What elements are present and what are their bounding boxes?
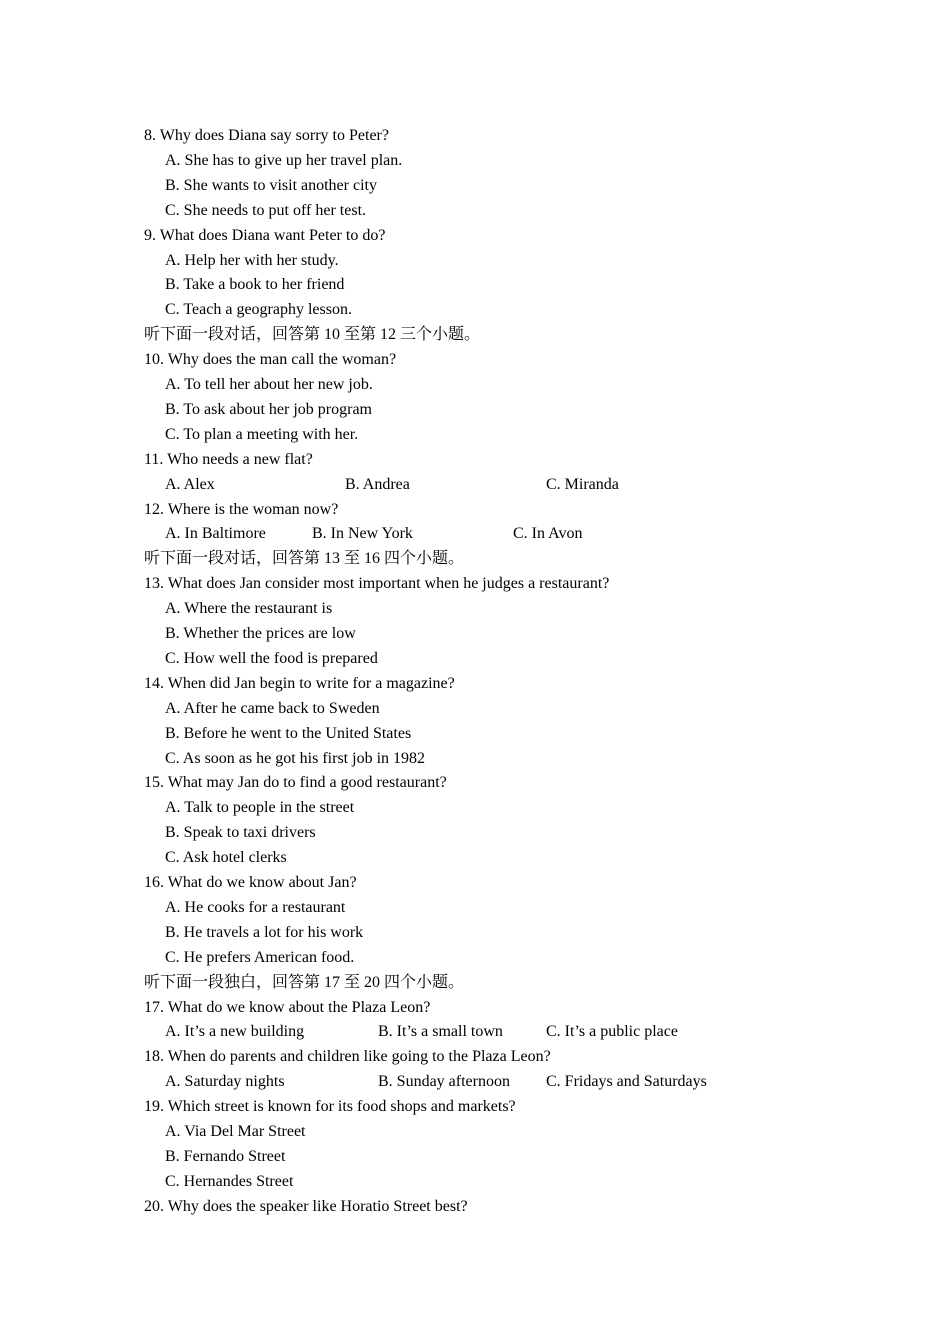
question-text: 11. Who needs a new flat?: [144, 451, 313, 468]
answer-option: B. She wants to visit another city: [165, 177, 377, 194]
answer-option: A. Help her with her study.: [165, 252, 339, 269]
answer-option: A. Saturday nights: [165, 1073, 285, 1090]
section-instruction: 听下面一段对话，回答第 10 至第 12 三个小题。: [144, 326, 481, 343]
answer-option: A. Via Del Mar Street: [165, 1123, 306, 1140]
answer-option: A. After he came back to Sweden: [165, 700, 380, 717]
answer-option: C. He prefers American food.: [165, 949, 355, 966]
answer-option: B. Before he went to the United States: [165, 725, 412, 742]
answer-option: B. Fernando Street: [165, 1148, 286, 1165]
answer-option: A. He cooks for a restaurant: [165, 899, 346, 916]
answer-option: C. Miranda: [546, 476, 619, 493]
answer-option: A. Alex: [165, 476, 215, 493]
answer-option: B. It’s a small town: [378, 1023, 503, 1040]
answer-option: C. How well the food is prepared: [165, 650, 378, 667]
question-text: 17. What do we know about the Plaza Leon?: [144, 999, 431, 1016]
answer-option: C. Hernandes Street: [165, 1173, 294, 1190]
answer-option: B. Andrea: [345, 476, 410, 493]
answer-option: C. As soon as he got his first job in 1982: [165, 750, 426, 767]
answer-option: C. To plan a meeting with her.: [165, 426, 359, 443]
answer-option: A. In Baltimore: [165, 525, 266, 542]
question-text: 15. What may Jan do to find a good restaurant?: [144, 774, 447, 791]
answer-option: B. Take a book to her friend: [165, 276, 345, 293]
section-instruction: 听下面一段独白，回答第 17 至 20 四个小题。: [144, 974, 465, 991]
answer-option: C. She needs to put off her test.: [165, 202, 367, 219]
answer-option: A. It’s a new building: [165, 1023, 305, 1040]
answer-option: A. Talk to people in the street: [165, 799, 355, 816]
answer-option: C. In Avon: [513, 525, 583, 542]
answer-option: C. Fridays and Saturdays: [546, 1073, 707, 1090]
answer-option: C. It’s a public place: [546, 1023, 678, 1040]
question-text: 16. What do we know about Jan?: [144, 874, 357, 891]
answer-option: B. Speak to taxi drivers: [165, 824, 316, 841]
answer-option: B. Sunday afternoon: [378, 1073, 510, 1090]
question-text: 18. When do parents and children like going to the Plaza Leon?: [144, 1048, 551, 1065]
question-text: 12. Where is the woman now?: [144, 501, 339, 518]
answer-option: B. In New York: [312, 525, 413, 542]
question-text: 9. What does Diana want Peter to do?: [144, 227, 386, 244]
answer-option: B. He travels a lot for his work: [165, 924, 364, 941]
question-text: 8. Why does Diana say sorry to Peter?: [144, 127, 389, 144]
answer-option: C. Ask hotel clerks: [165, 849, 287, 866]
answer-option: B. To ask about her job program: [165, 401, 372, 418]
answer-option: B. Whether the prices are low: [165, 625, 356, 642]
section-instruction: 听下面一段对话，回答第 13 至 16 四个小题。: [144, 550, 465, 567]
question-text: 20. Why does the speaker like Horatio Street best?: [144, 1198, 468, 1215]
answer-option: A. To tell her about her new job.: [165, 376, 373, 393]
question-text: 13. What does Jan consider most important when he judges a restaurant?: [144, 575, 610, 592]
answer-option: C. Teach a geography lesson.: [165, 301, 352, 318]
answer-option: A. She has to give up her travel plan.: [165, 152, 403, 169]
question-text: 14. When did Jan begin to write for a magazine?: [144, 675, 455, 692]
question-text: 10. Why does the man call the woman?: [144, 351, 397, 368]
question-text: 19. Which street is known for its food shops and markets?: [144, 1098, 516, 1115]
answer-option: A. Where the restaurant is: [165, 600, 333, 617]
